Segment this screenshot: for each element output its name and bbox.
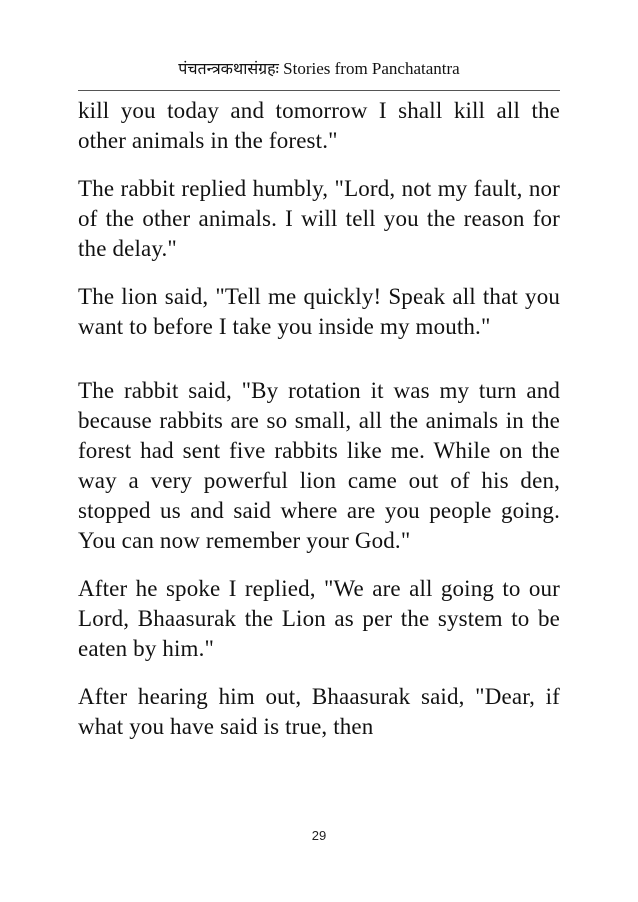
story-body <box>78 96 560 742</box>
paragraph-5: After he spoke I replied, "We are all going to our Lord, Bhaasurak the Lion as per the system to be eaten by him." <box>78 576 560 661</box>
header-title-sanskrit: पंचतन्त्रकथासंग्रहः <box>178 59 279 78</box>
running-header <box>78 52 560 86</box>
page-number: 29 <box>311 828 327 843</box>
paragraph-2: The rabbit replied humbly, "Lord, not my fault, nor of the other animals. I will tell you the reason for the delay." <box>78 176 560 261</box>
header-title-english: Stories from Panchatantra <box>283 59 460 78</box>
paragraph-3: The lion said, "Tell me quickly! Speak all that you want to before I take you inside my mouth." <box>78 284 560 339</box>
paragraph-1: kill you today and tomorrow I shall kill all the other animals in the forest." <box>78 98 560 153</box>
header-divider <box>78 90 560 91</box>
paragraph-6: After hearing him out, Bhaasurak said, "Dear, if what you have said is true, then <box>78 684 560 739</box>
paragraph-4: The rabbit said, "By rotation it was my turn and because rabbits are so small, all the animals in the forest had sent five rabbits like me. While on the way a very powerful lion came out of his den, stopped us and said where are you people going. You can now remember your God." <box>78 378 560 553</box>
